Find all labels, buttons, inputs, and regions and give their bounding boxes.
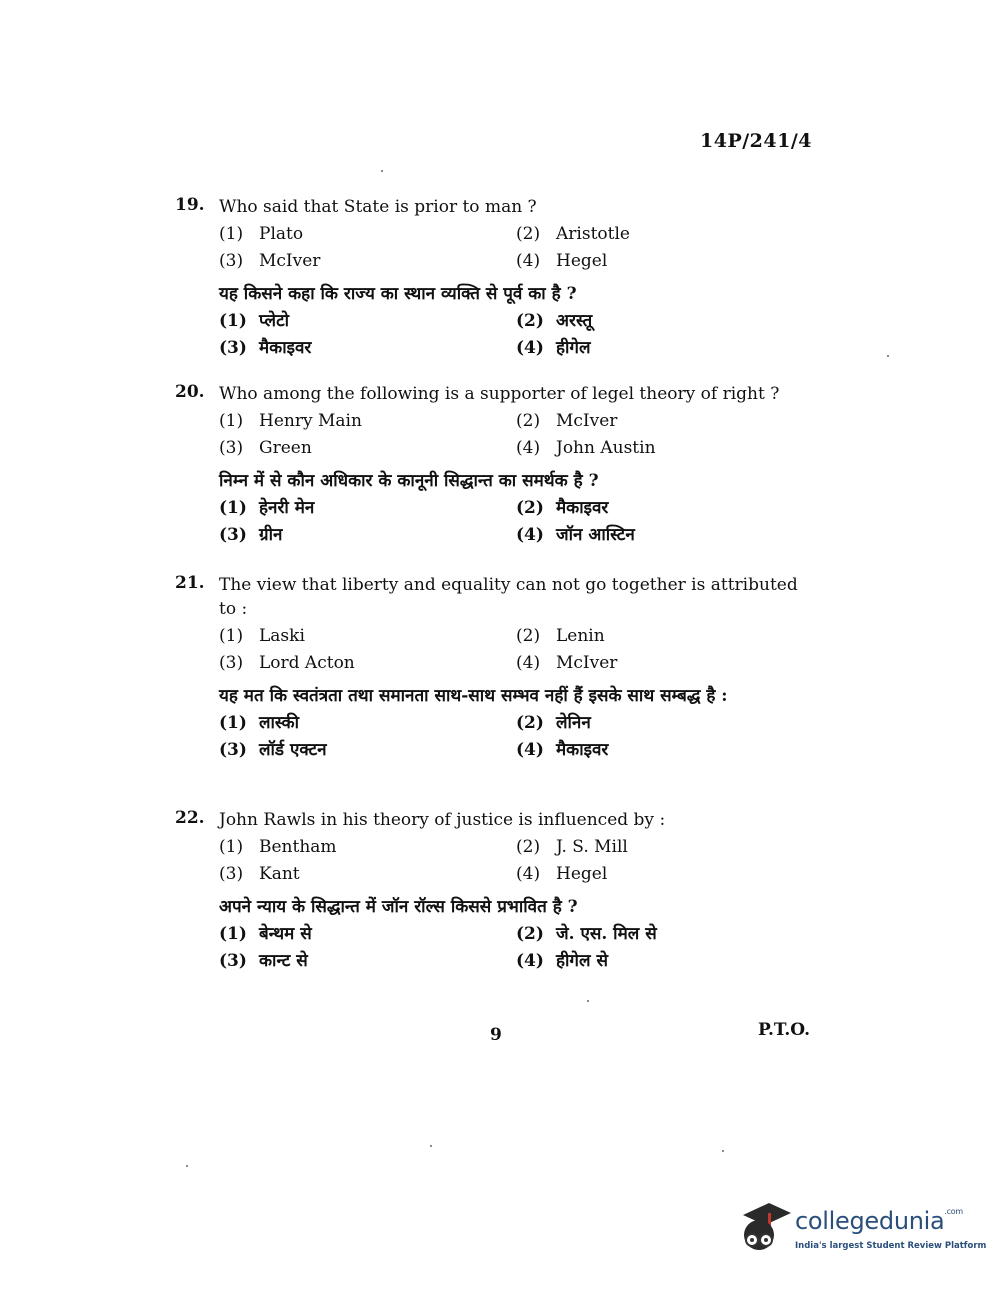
option-2-hindi: (2) जे. एस. मिल से [516,924,657,944]
option-2: (2) Aristotle [516,224,630,244]
option-1: (1) Henry Main [219,411,362,431]
option-4: (4) Hegel [516,251,608,271]
option-1-hindi: (1) बेन्थम से [219,924,312,944]
paper-code: 14P/241/4 [700,130,812,152]
question-number: 21. [175,573,205,593]
question-text-hindi: निम्न में से कौन अधिकार के कानूनी सिद्धान्त का समर्थक है ? [219,471,599,491]
option-1: (1) Plato [219,224,304,244]
question-text: John Rawls in his theory of justice is influenced by : [219,810,666,830]
scan-speck [381,170,383,172]
question-19 [175,195,815,361]
option-3: (3) Kant [219,864,300,884]
scan-speck [722,1150,724,1152]
question-number: 22. [175,808,205,828]
option-1-hindi: (1) हेनरी मेन [219,498,315,518]
mascot-icon [735,1195,793,1261]
options-english [219,222,815,274]
option-1-hindi: (1) प्लेटो [219,311,290,331]
option-3: (3) Green [219,438,312,458]
scan-speck [887,355,889,357]
option-1-hindi: (1) लास्की [219,713,300,733]
option-4-hindi: (4) हीगेल [516,338,591,358]
scan-speck [186,1165,188,1167]
option-3-hindi: (3) मैकाइवर [219,338,312,358]
option-4-hindi: (4) हीगेल से [516,951,608,971]
option-4: (4) John Austin [516,438,656,458]
page-number: 9 [490,1025,502,1045]
option-3-hindi: (3) लॉर्ड एक्टन [219,740,327,760]
question-20 [175,382,815,548]
option-3: (3) Lord Acton [219,653,355,673]
collegedunia-logo [735,1195,987,1265]
brand-tagline: India's largest Student Review Platform [795,1241,987,1251]
option-2-hindi: (2) लेनिन [516,713,591,733]
question-text-hindi: यह मत कि स्वतंत्रता तथा समानता साथ-साथ सम्भव नहीं हैं इसके साथ सम्बद्ध है : [219,686,728,706]
option-4-hindi: (4) मैकाइवर [516,740,609,760]
option-1: (1) Laski [219,626,305,646]
option-3: (3) McIver [219,251,321,271]
scan-speck [430,1145,432,1147]
option-4: (4) Hegel [516,864,608,884]
question-text-hindi: यह किसने कहा कि राज्य का स्थान व्यक्ति से पूर्व का है ? [219,284,577,304]
question-text-hindi: अपने न्याय के सिद्धान्त में जॉन रॉल्स किससे प्रभावित है ? [219,897,578,917]
pto-label: P.T.O. [758,1020,810,1040]
option-4: (4) McIver [516,653,618,673]
option-2: (2) McIver [516,411,618,431]
options-english [219,409,815,461]
question-text: The view that liberty and equality can not go together is attributed to : [219,575,798,619]
option-2: (2) J. S. Mill [516,837,628,857]
option-2: (2) Lenin [516,626,605,646]
question-22 [175,808,815,974]
option-4-hindi: (4) जॉन आस्टिन [516,525,635,545]
option-2-hindi: (2) अरस्तू [516,311,593,331]
question-number: 19. [175,195,205,215]
options-hindi [219,711,815,763]
options-english [219,624,815,676]
options-hindi [219,496,815,548]
options-english [219,835,815,887]
question-text: Who among the following is a supporter of legel theory of right ? [219,384,780,404]
option-1: (1) Bentham [219,837,337,857]
option-3-hindi: (3) कान्ट से [219,951,308,971]
question-21 [175,573,815,763]
options-hindi [219,922,815,974]
option-2-hindi: (2) मैकाइवर [516,498,609,518]
option-3-hindi: (3) ग्रीन [219,525,283,545]
question-number: 20. [175,382,205,402]
brand-name: collegedunia$^{.com}$ [795,1207,963,1235]
question-text: Who said that State is prior to man ? [219,197,537,217]
scan-speck [587,1000,589,1002]
options-hindi [219,309,815,361]
